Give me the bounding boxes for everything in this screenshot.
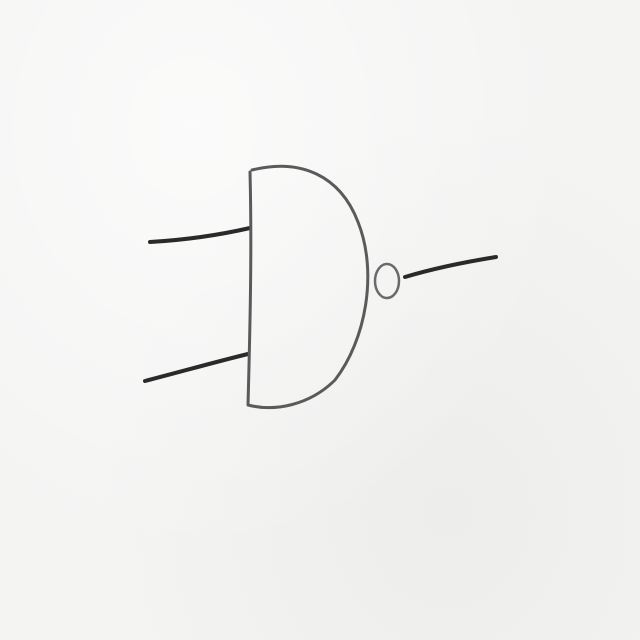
gate-body (248, 166, 368, 407)
inversion-bubble (375, 264, 399, 298)
input-wire-b (145, 354, 248, 381)
input-wire-a (150, 228, 250, 242)
output-wire (405, 257, 496, 277)
